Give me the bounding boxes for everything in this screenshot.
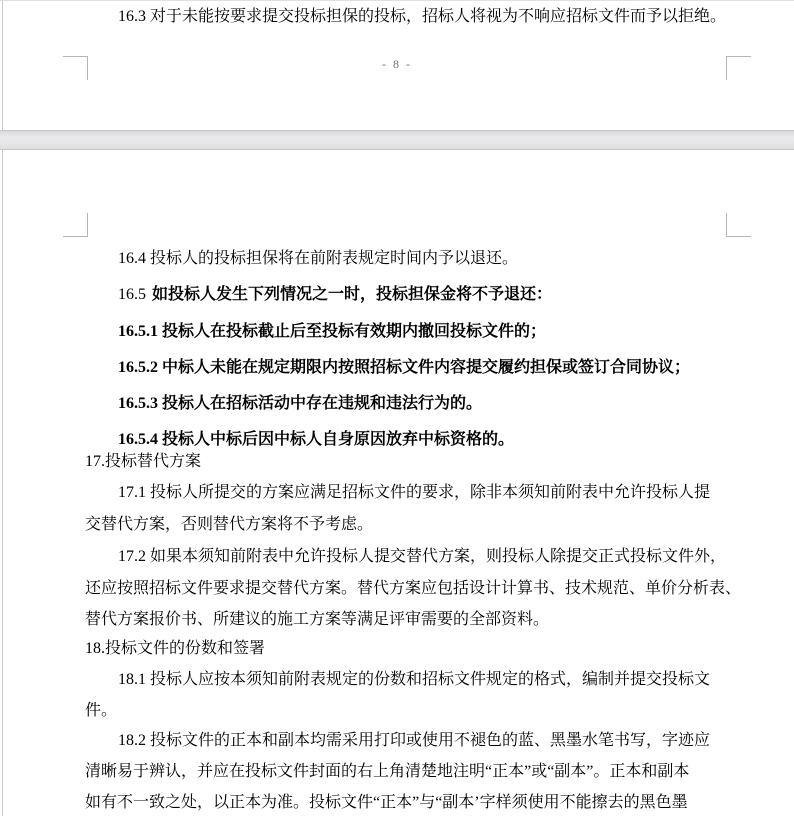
clause-number: 16.5 [118,286,146,303]
paragraph-17-1-line2: 交替代方案，否则替代方案将不予考虑。 [85,516,374,533]
heading-18: 18.投标文件的份数和签署 [85,640,266,657]
paragraph-18-1-line2: 件。 [85,702,118,719]
paragraph-16-4: 16.4 投标人的投标担保将在前附表规定时间内予以退还。 [118,250,519,267]
document-page-1[interactable] [0,1,794,131]
clause-text: 如投标人发生下列情况之一时，投标担保金将不予退还： [152,286,553,303]
paragraph-16-5-2: 16.5.2 中标人未能在规定期限内按照招标文件内容提交履约担保或签订合同协议； [118,359,691,376]
paragraph-16-3 [85,7,778,27]
page-number: - 8 - [382,57,412,71]
paragraph-18-2-line2: 清晰易于辨认，并应在投标文件封面的右上角清楚地注明“正本”或“副本”。正本和副本 [85,763,690,780]
paragraph-17-2-line3: 替代方案报价书、所建议的施工方案等满足评审需要的全部资料。 [85,611,550,628]
page-left-edge [2,150,3,816]
document-page-2[interactable] [0,149,794,816]
paragraph-16-5-3: 16.5.3 投标人在招标活动中存在违规和违法行为的。 [118,395,483,412]
paragraph-text: 16.3 对于未能按要求提交投标担保的投标，招标人将视为不响应招标文件而予以拒绝。 [118,8,727,25]
text-boundary-mark-top-left [63,213,88,237]
text-boundary-mark-top-right [726,213,751,237]
paragraph-16-5 [85,285,778,305]
paragraph-17-2-line2: 还应按照招标文件要求提交替代方案。替代方案应包括设计计算书、技术规范、单价分析表、 [85,580,742,597]
paragraph-16-5-4: 16.5.4 投标人中标后因中标人自身原因放弃中标资格的。 [118,431,515,448]
paragraph-18-1-line1: 18.1 投标人应按本须知前附表规定的份数和招标文件规定的格式，编制并提交投标文 [118,671,711,688]
paragraph-17-2-line1: 17.2 如果本须知前附表中允许投标人提交替代方案，则投标人除提交正式投标文件外， [118,548,727,565]
paragraph-18-2-line1: 18.2 投标文件的正本和副本均需采用打印或使用不褪色的蓝、黑墨水笔书写，字迹应 [118,732,711,749]
paragraph-18-2-line3: 如有不一致之处，以正本为准。投标文件“正本”与“副本’字样须使用不能擦去的黑色墨 [85,794,688,811]
paragraph-16-5-1: 16.5.1 投标人在投标截止后至投标有效期内撤回投标文件的； [118,323,547,340]
paragraph-17-1-line1: 17.1 投标人所提交的方案应满足招标文件的要求，除非本须知前附表中允许投标人提 [118,484,711,501]
heading-17: 17.投标替代方案 [85,453,202,470]
page-separator [0,131,794,149]
